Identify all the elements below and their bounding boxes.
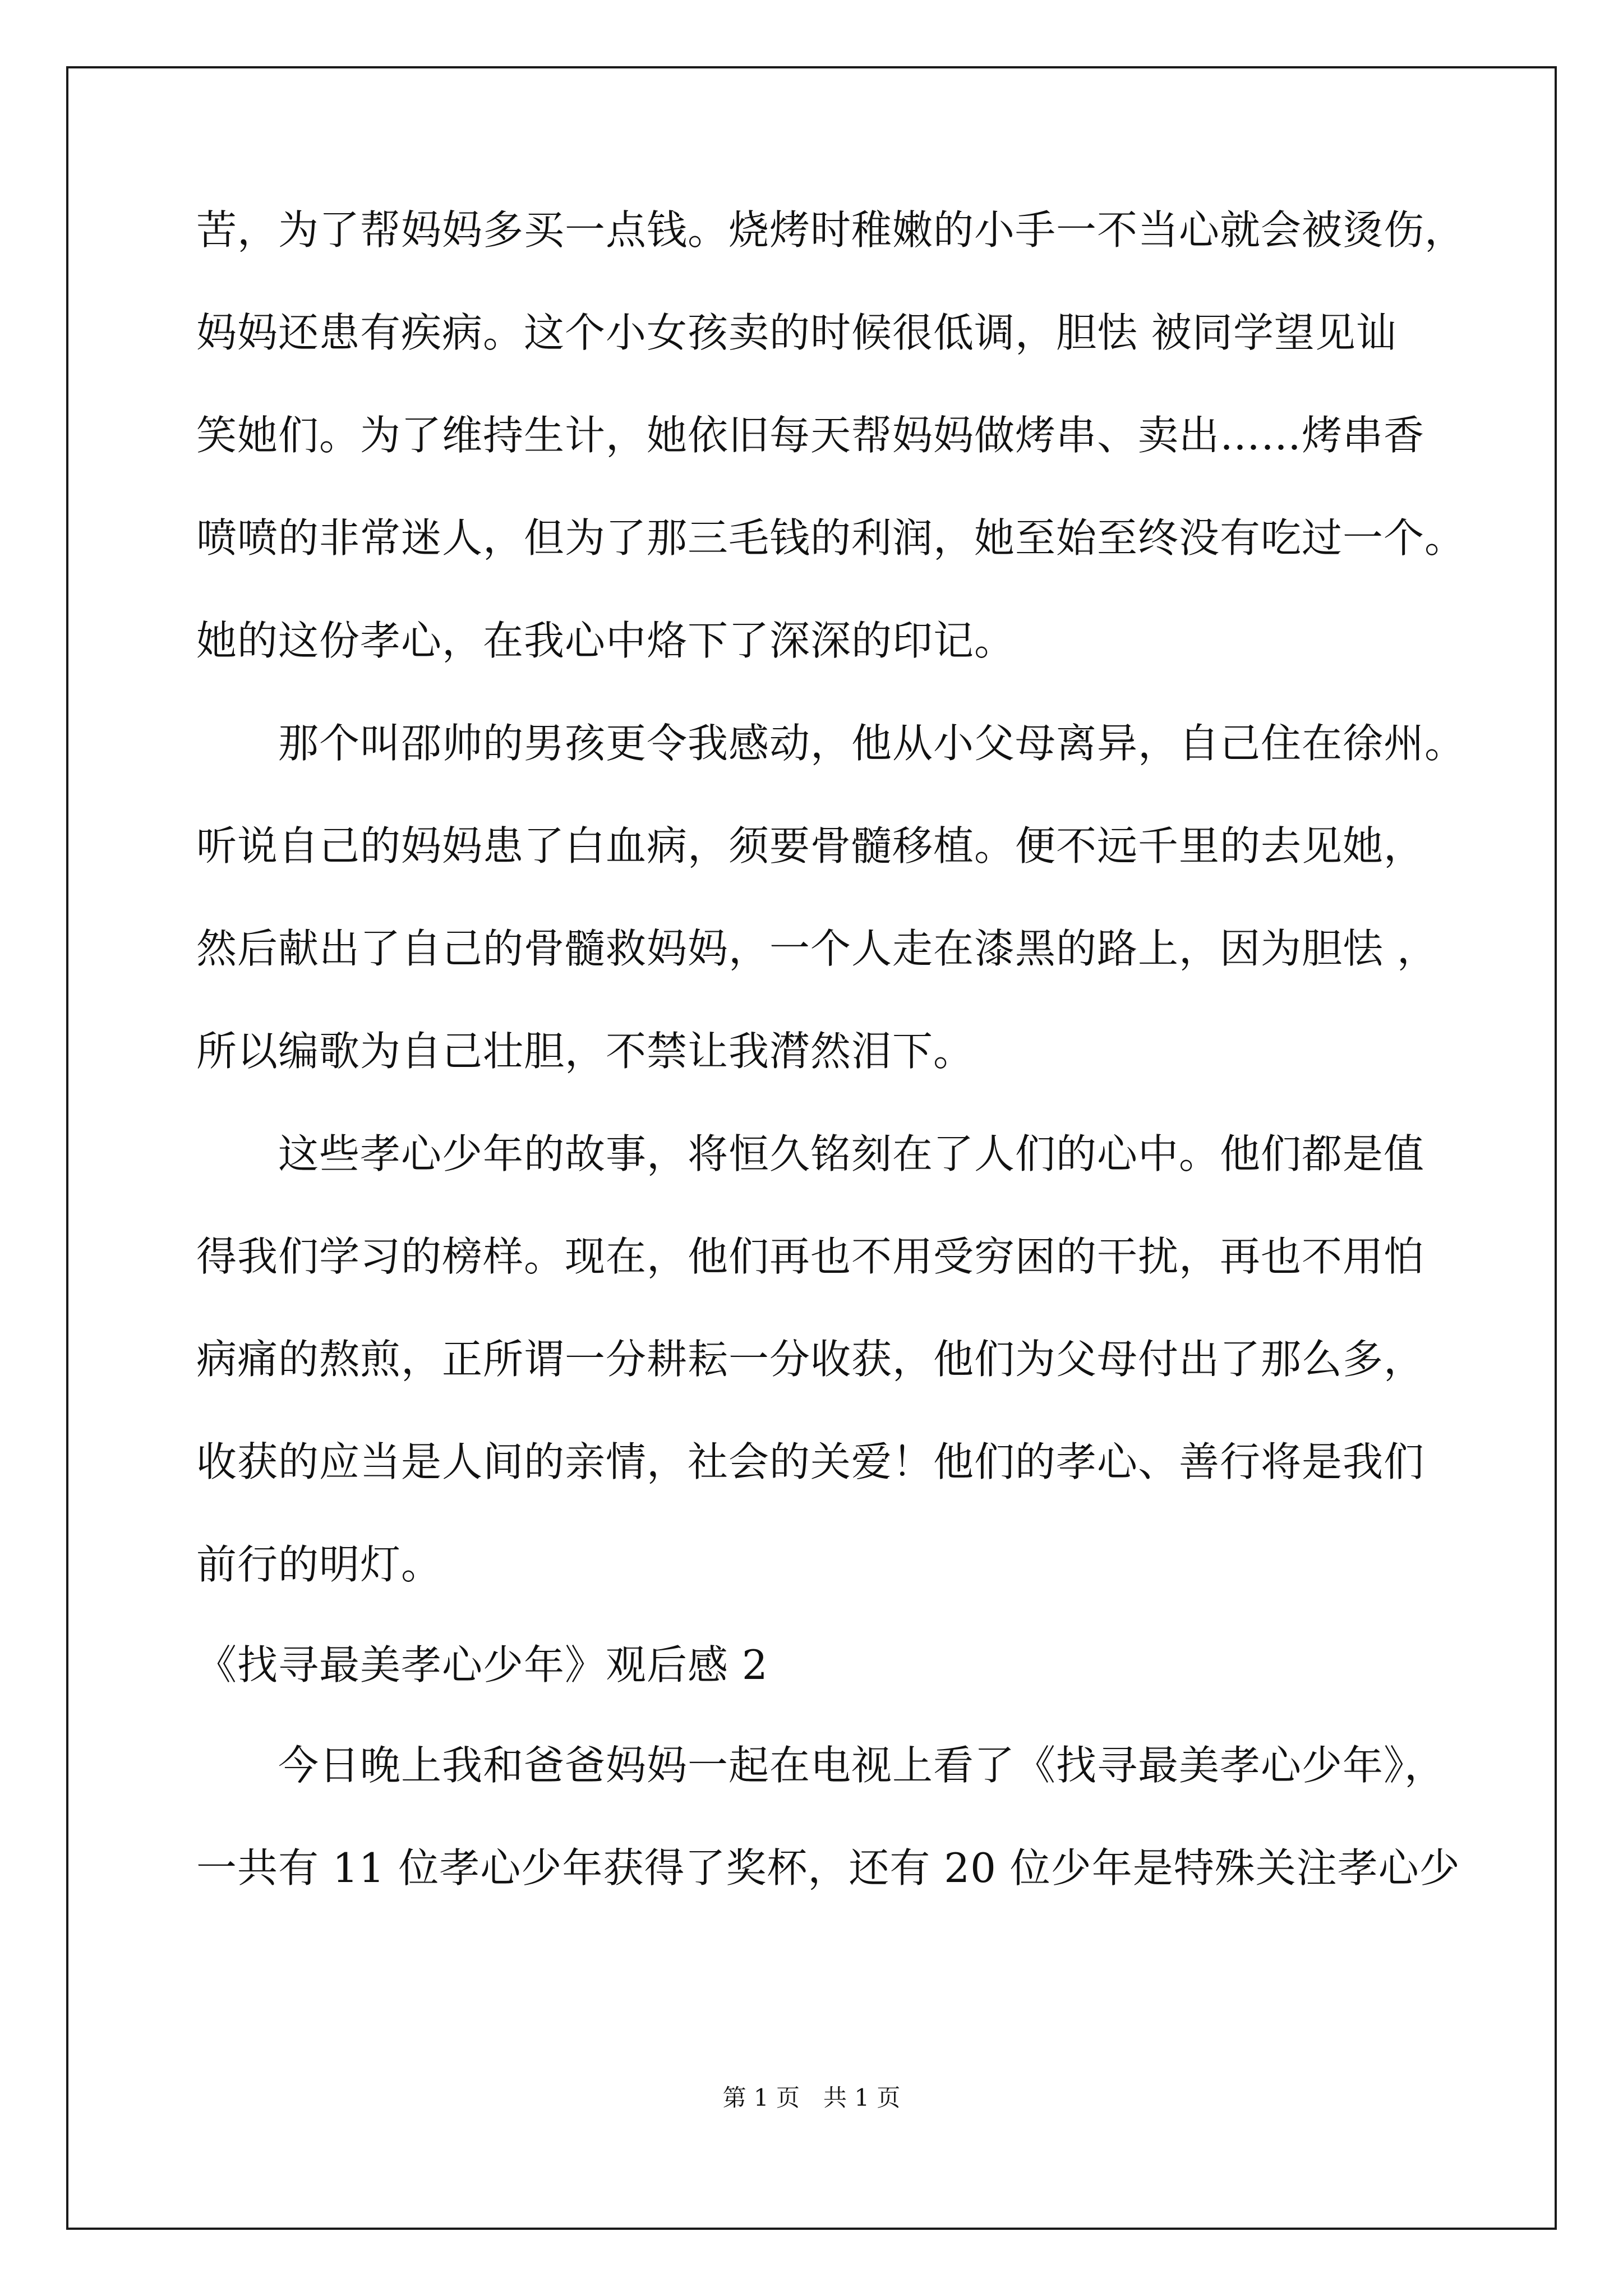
text-line: 然后献出了自己的骨髓救妈妈，一个人走在漆黑的路上，因为胆怯 ， [196,925,1438,972]
text-line: 今日晚上我和爸爸妈妈一起在电视上看了《找寻最美孝心少年》， [196,1742,1446,1789]
section-heading: 《找寻最美孝心少年》观后感 2 [196,1641,768,1688]
text-line: 笑她们。为了维持生计，她依旧每天帮妈妈做烤串、卖出……烤串香 [196,412,1425,459]
page-footer: 第 1 页 共 1 页 [722,2084,901,2111]
text-line: 那个叫邵帅的男孩更令我感动，他从小父母离异，自己住在徐州。 [196,720,1466,767]
text-line: 这些孝心少年的故事，将恒久铭刻在了人们的心中。他们都是值 [196,1130,1425,1177]
text-line: 妈妈还患有疾病。这个小女孩卖的时候很低调，胆怯 被同学望见讪 [196,309,1397,356]
text-line: 她的这份孝心，在我心中烙下了深深的印记。 [196,617,1016,664]
text-line: 病痛的熬煎，正所谓一分耕耘一分收获，他们为父母付出了那么多， [196,1336,1425,1383]
text-line: 喷喷的非常迷人，但为了那三毛钱的利润，她至始至终没有吃过一个。 [196,514,1466,562]
text-line: 苦，为了帮妈妈多买一点钱。烧烤时稚嫩的小手一不当心就会被烫伤， [196,206,1466,254]
text-line: 听说自己的妈妈患了白血病，须要骨髓移植。便不远千里的去见她， [196,822,1425,869]
text-line: 收获的应当是人间的亲情，社会的关爱！他们的孝心、善行将是我们 [196,1438,1425,1485]
text-line: 一共有 11 位孝心少年获得了奖杯，还有 20 位少年是特殊关注孝心少 [196,1844,1460,1892]
text-line: 前行的明灯。 [196,1541,442,1588]
text-line: 所以编歌为自己壮胆，不禁让我潸然泪下。 [196,1028,975,1075]
text-line: 得我们学习的榜样。现在，他们再也不用受穷困的干扰，再也不用怕 [196,1233,1425,1280]
